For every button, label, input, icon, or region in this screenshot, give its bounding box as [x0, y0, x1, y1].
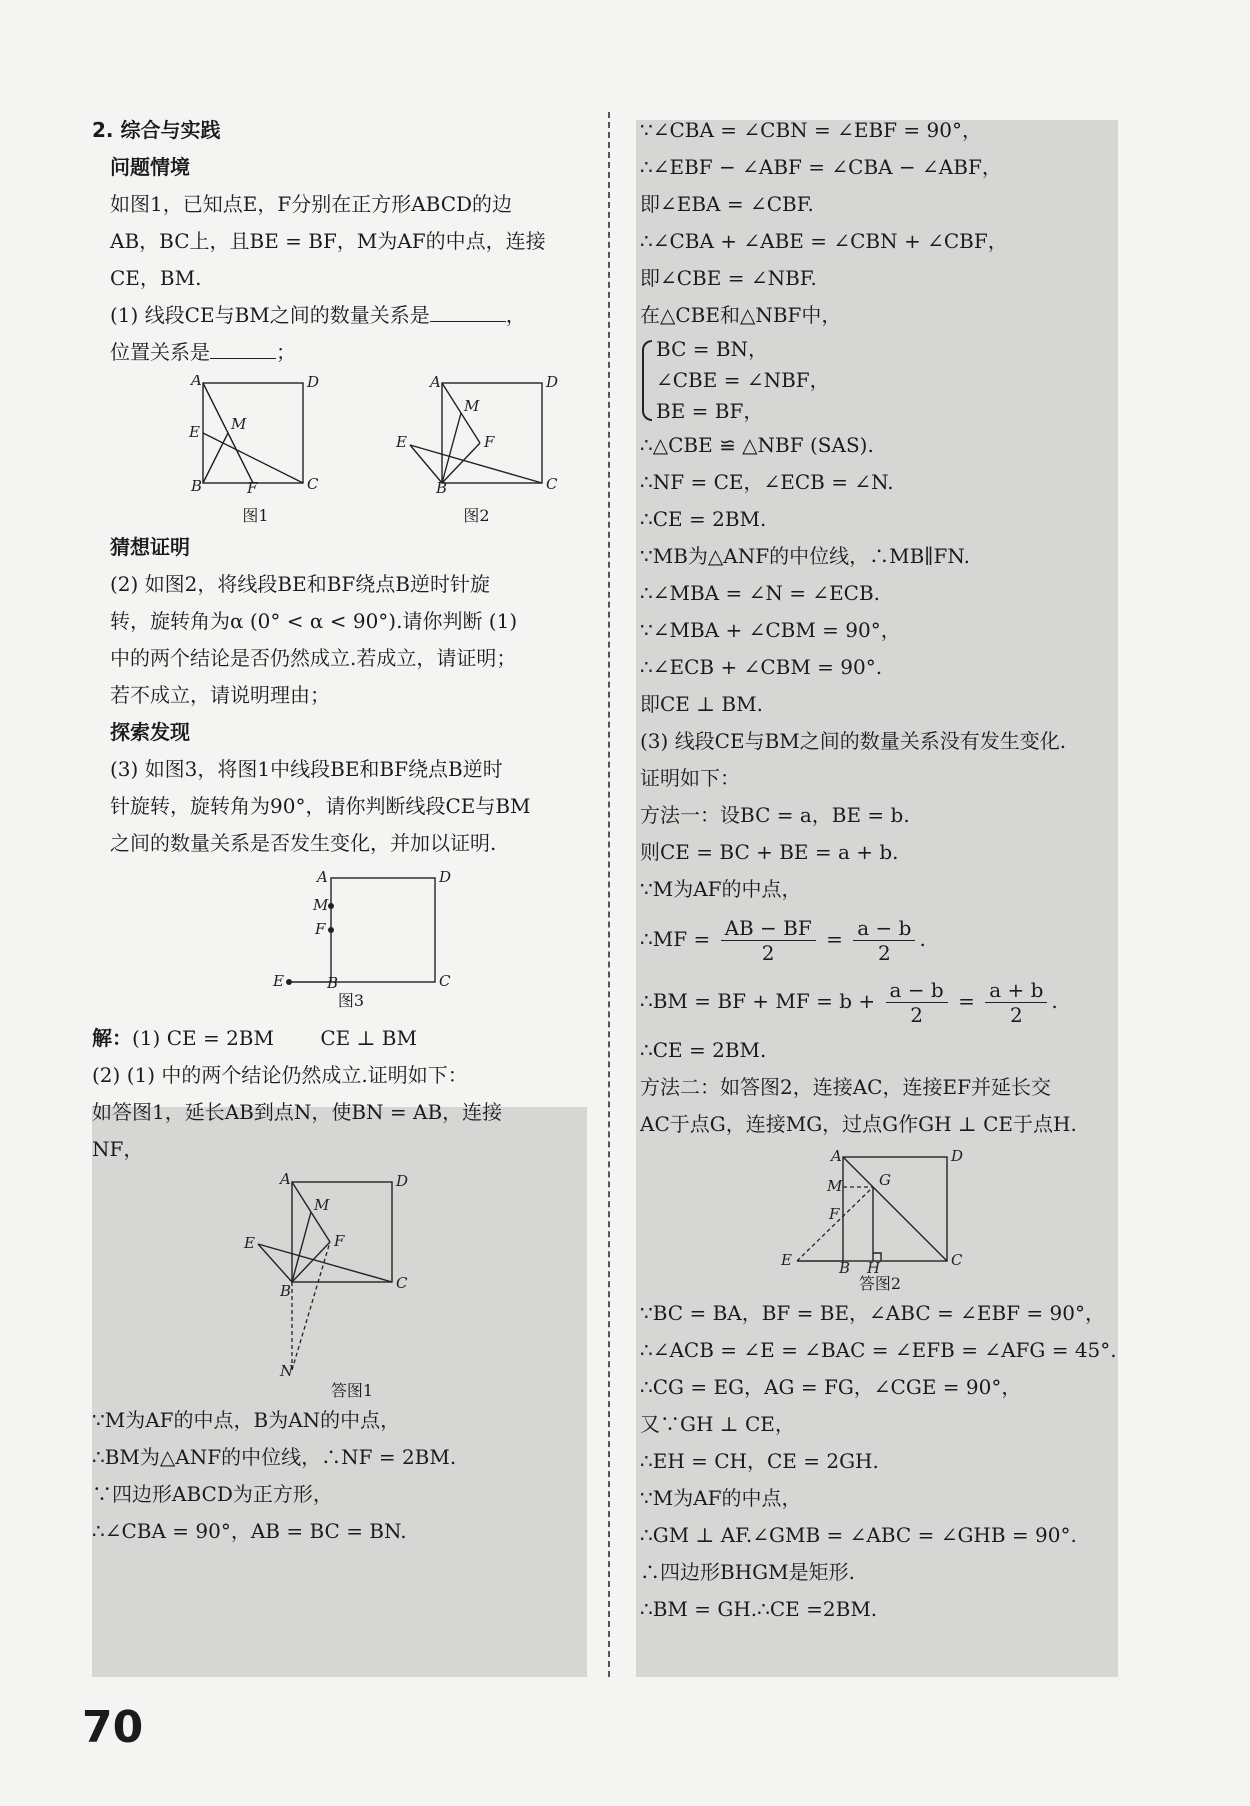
section-heading-situation: 问题情境 [110, 155, 190, 179]
answer-figure-1 [242, 1170, 462, 1380]
section-heading-explore: 探索发现 [110, 720, 190, 744]
figure-3 [251, 866, 451, 990]
answer-figure-1-caption: 答图1 [330, 1381, 374, 1400]
question-1-line [110, 297, 592, 334]
equation-text: . [919, 927, 926, 951]
segment-eg [797, 1187, 873, 1261]
label-b: B [839, 1259, 851, 1273]
q1-text: (1) 线段CE与BM之间的数量关系是 [110, 303, 430, 327]
question-2-line: 若不成立，请说明理由； [110, 683, 330, 707]
fraction-numerator: a + b [985, 978, 1047, 1003]
column-divider [608, 112, 610, 1677]
fraction-denominator: 2 [910, 1003, 923, 1027]
solution-line: ∵∠MBA + ∠CBM = 90°， [640, 618, 901, 642]
label-d: D [545, 375, 558, 391]
solution-line: ∵M为AF的中点， [640, 1486, 802, 1510]
bm-equation [640, 970, 1120, 1032]
answer-figure-2 [775, 1147, 985, 1273]
answer-blank [210, 336, 276, 359]
solution-line: ∴四边形BHGM是矩形. [640, 1560, 855, 1584]
solution-line [92, 1020, 592, 1057]
solution-line: 方法一：设BC = a，BE = b. [640, 803, 910, 827]
segment-ce [410, 445, 542, 483]
point-m [328, 903, 334, 909]
solution-line: ∴CE = 2BM. [640, 1038, 767, 1062]
solution-line: 方法二：如答图2，连接AC，连接EF并延长交 [640, 1075, 1051, 1099]
section-heading-conjecture: 猜想证明 [110, 535, 190, 559]
label-h: H [867, 1259, 881, 1273]
figure-3-caption: 图3 [337, 991, 365, 1010]
square-abcd [203, 383, 303, 483]
question-2-line: 转，旋转角为α (0° < α < 90°).请你判断 (1) [110, 609, 518, 633]
brace-symbol [642, 340, 652, 421]
label-b: B [190, 477, 202, 493]
solution-line: ∴EH = CH，CE = 2GH. [640, 1449, 879, 1473]
label-c: C [396, 1274, 408, 1292]
question-2-line: 中的两个结论是否仍然成立.若成立，请证明； [110, 646, 517, 670]
solution-line: ∴BM为△ANF的中位线，∴NF = 2BM. [92, 1445, 457, 1469]
question-2-line: (2) 如图2，将线段BE和BF绕点B逆时针旋 [110, 572, 490, 596]
solution-line: ∴GM ⊥ AF.∠GMB = ∠ABC = ∠GHB = 90°. [640, 1523, 1077, 1547]
segment-bm [203, 433, 228, 483]
square-abcd [331, 878, 435, 982]
solution-line: ∴△CBE ≌ △NBF (SAS). [640, 433, 874, 457]
system-line: BE = BF， [656, 399, 764, 423]
solution-line: ∴∠ACB = ∠E = ∠BAC = ∠EFB = ∠AFG = 45°. [640, 1338, 1117, 1362]
label-f: F [246, 479, 257, 493]
fraction-denominator: 2 [877, 941, 891, 965]
q1-punct: ， [505, 303, 526, 327]
label-e: E [244, 1234, 255, 1252]
solution-line: ∵BC = BA，BF = BE，∠ABC = ∠EBF = 90°， [640, 1301, 1105, 1325]
problem-title: 2. 综合与实践 [92, 118, 221, 142]
solution-line: 即∠CBE = ∠NBF. [640, 266, 817, 290]
segment-ce [203, 433, 303, 483]
equation-system [640, 334, 1120, 427]
fraction [721, 916, 816, 965]
solution-line: ∵四边形ABCD为正方形， [92, 1482, 333, 1506]
equation-text: ∴BM = BF + MF = b + [640, 989, 876, 1013]
solution-line: 则CE = BC + BE = a + b. [640, 840, 899, 864]
label-b: B [280, 1282, 292, 1300]
label-m: M [313, 896, 329, 914]
label-f: F [315, 920, 326, 938]
q1-text: 位置关系是 [110, 340, 210, 364]
solution-line: ∵∠CBA = ∠CBN = ∠EBF = 90°， [640, 118, 982, 142]
label-m: M [314, 1196, 330, 1214]
fraction-numerator: a − b [886, 978, 948, 1003]
label-d: D [306, 375, 319, 391]
figure-1-caption: 图1 [242, 506, 269, 525]
question-1-line [110, 334, 592, 371]
label-e: E [273, 972, 284, 990]
fraction [853, 916, 915, 965]
solution-line: 又∵GH ⊥ CE， [640, 1412, 795, 1436]
system-line: BC = BN， [656, 337, 769, 361]
intro-line: 如图1，已知点E，F分别在正方形ABCD的边 [110, 192, 513, 216]
intro-line: CE，BM. [110, 266, 202, 290]
label-e: E [188, 423, 200, 441]
label-m: M [230, 415, 246, 433]
equation-text: . [1051, 989, 1058, 1013]
left-column [92, 112, 592, 1550]
solution-line: 在△CBE和△NBF中， [640, 303, 842, 327]
solution-text: (1) CE = 2BM CE ⊥ BM [132, 1026, 417, 1050]
label-a: A [280, 1170, 291, 1188]
question-3-line: 针旋转，旋转角为90°，请你判断线段CE与BM [110, 794, 531, 818]
fraction-denominator: 2 [1009, 1003, 1023, 1027]
solution-line: ∵M为AF的中点，B为AN的中点， [92, 1408, 401, 1432]
solution-line: 证明如下： [640, 766, 740, 790]
question-3-line: (3) 如图3，将图1中线段BE和BF绕点B逆时 [110, 757, 503, 781]
label-b: B [435, 479, 447, 493]
page-number: 70 [82, 1702, 144, 1753]
label-m: M [827, 1177, 843, 1195]
label-d: D [439, 868, 451, 886]
solution-line: 即CE ⊥ BM. [640, 692, 763, 716]
fraction [985, 978, 1047, 1027]
answer-figure-2-caption: 答图2 [858, 1274, 902, 1293]
solution-line: ∵M为AF的中点， [640, 877, 802, 901]
figure-2-caption: 图2 [463, 506, 490, 525]
label-f: F [334, 1232, 345, 1250]
solution-line: ∴∠CBA = 90°，AB = BC = BN. [92, 1519, 407, 1543]
label-e: E [781, 1251, 792, 1269]
label-a: A [317, 868, 328, 886]
question-3-line: 之间的数量关系是否发生变化，并加以证明. [110, 831, 497, 855]
label-e: E [395, 433, 407, 451]
solution-line: ∴∠EBF − ∠ABF = ∠CBA − ∠ABF， [640, 155, 1002, 179]
solution-line: ∴∠MBA = ∠N = ∠ECB. [640, 581, 881, 605]
label-c: C [951, 1251, 963, 1269]
solution-line: ∴NF = CE，∠ECB = ∠N. [640, 470, 894, 494]
diagonal-ac [843, 1157, 947, 1261]
label-c: C [439, 972, 451, 990]
equation-text: = [958, 989, 975, 1013]
figure-1 [181, 375, 331, 493]
solution-line: 如答图1，延长AB到点N，使BN = AB，连接 [92, 1100, 503, 1124]
solution-line: NF， [92, 1137, 144, 1161]
label-a: A [429, 375, 441, 391]
solution-line: (2) (1) 中的两个结论仍然成立.证明如下： [92, 1063, 468, 1087]
point-e [286, 979, 292, 985]
solution-line: AC于点G，连接MG，过点G作GH ⊥ CE于点H. [640, 1112, 1077, 1136]
figure-row-1-2 [110, 375, 592, 527]
solution-line: ∴∠CBA + ∠ABE = ∠CBN + ∠CBF， [640, 229, 1008, 253]
label-n: N [280, 1362, 294, 1380]
intro-line: AB，BC上，且BE = BF，M为AF的中点，连接 [110, 229, 546, 253]
solution-line: ∴CG = EG，AG = FG，∠CGE = 90°， [640, 1375, 1022, 1399]
right-column [640, 112, 1120, 1628]
solution-line: ∴CE = 2BM. [640, 507, 767, 531]
solution-line: ∴∠ECB + ∠CBM = 90°. [640, 655, 883, 679]
figure-2 [392, 375, 562, 493]
point-f [328, 927, 334, 933]
equation-text: ∴MF = [640, 927, 711, 951]
solution-label: 解： [92, 1026, 132, 1050]
system-line: ∠CBE = ∠NBF， [656, 368, 830, 392]
label-c: C [545, 475, 557, 493]
segment-be [410, 445, 442, 483]
fraction-numerator: a − b [853, 916, 915, 941]
segment-ce [258, 1244, 392, 1282]
label-f: F [483, 433, 494, 451]
fraction-denominator: 2 [761, 941, 775, 965]
label-c: C [306, 475, 318, 493]
label-f: F [829, 1205, 840, 1223]
fraction [886, 978, 948, 1027]
segment-be [258, 1244, 292, 1282]
label-a: A [831, 1147, 842, 1165]
fraction-numerator: AB − BF [721, 916, 816, 941]
label-m: M [463, 397, 479, 415]
label-g: G [879, 1171, 891, 1189]
answer-blank [430, 299, 506, 322]
solution-line: 即∠EBA = ∠CBF. [640, 192, 814, 216]
label-d: D [396, 1172, 409, 1190]
equation-text: = [826, 927, 843, 951]
solution-line: ∵MB为△ANF的中位线，∴MB∥FN. [640, 544, 970, 568]
mf-equation [640, 908, 1120, 970]
q1-punct: ； [276, 340, 296, 364]
solution-line: ∴BM = GH.∴CE =2BM. [640, 1597, 878, 1621]
label-d: D [951, 1147, 964, 1165]
solution-line: (3) 线段CE与BM之间的数量关系没有发生变化. [640, 729, 1067, 753]
label-a: A [190, 375, 202, 389]
label-b: B [327, 974, 339, 990]
